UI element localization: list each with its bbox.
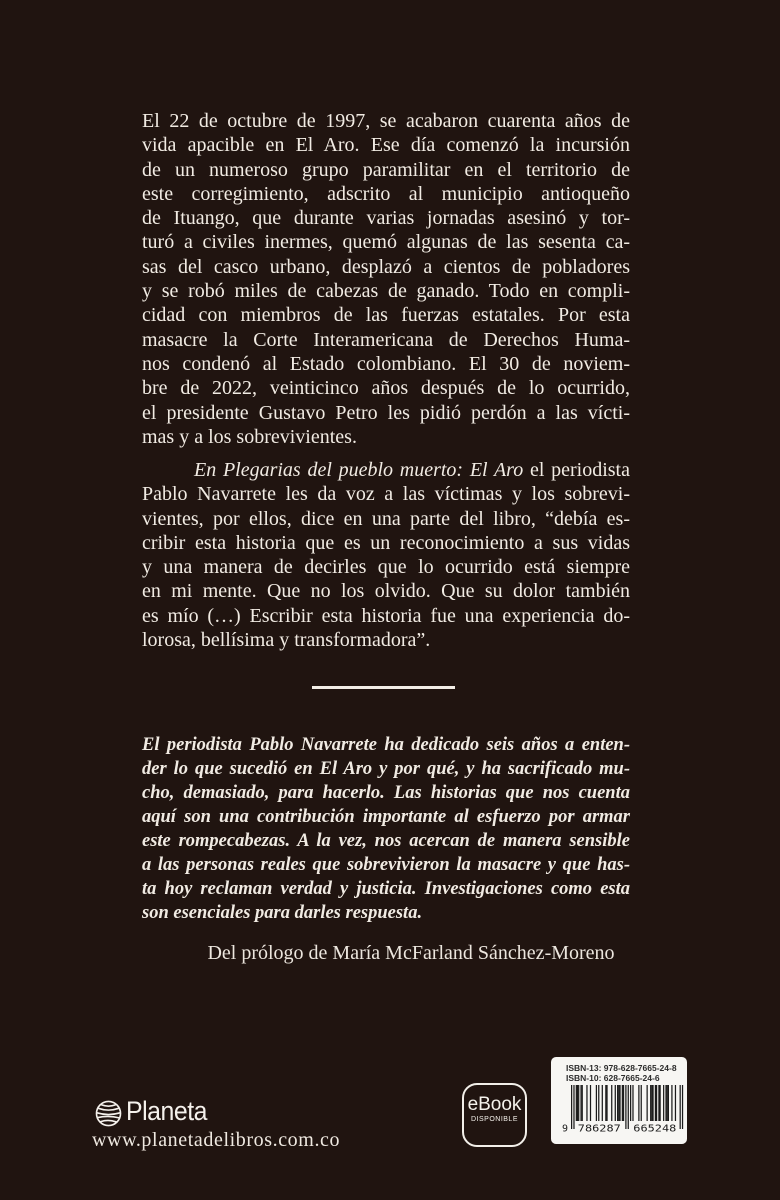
text-line: cidad con miembros de las fuerzas estatales. Por esta <box>142 304 630 327</box>
section-divider-rule <box>312 686 455 689</box>
svg-text:786287: 786287 <box>577 1123 621 1135</box>
text-line <box>142 458 630 482</box>
text-line: mas y a los sobrevivientes. <box>142 425 357 448</box>
ean13-barcode <box>552 1085 686 1137</box>
text-line: de Ituango, que durante varias jornadas asesinó y tor- <box>142 207 630 230</box>
text-line: y se robó miles de cabezas de ganado. Todo en compli- <box>142 280 630 303</box>
text-line: der lo que sucedió en El Aro y por qué, y ha sacrificado mu- <box>142 759 630 779</box>
lead-roman-text: el periodista <box>529 459 630 481</box>
ebook-badge-title: eBook <box>467 1094 522 1115</box>
quote-attribution: Del prólogo de María McFarland Sánchez-Moreno <box>207 942 615 964</box>
text-line: cribir esta historia que es un reconocimiento a sus vidas <box>142 531 630 554</box>
publisher-name: Planeta <box>126 1096 208 1126</box>
isbn-barcode-label <box>551 1057 687 1144</box>
text-line: ta hoy reclaman verdad y justicia. Investigaciones como esta <box>142 879 630 899</box>
book-title-italic: En Plegarias del pueblo muerto: El Aro <box>194 459 524 481</box>
paragraph-synopsis <box>142 109 630 449</box>
text-line: sas del casco urbano, desplazó a cientos de pobladores <box>142 255 630 278</box>
text-line: lorosa, bellísima y transformadora”. <box>142 629 431 652</box>
ebook-badge-subtitle: DISPONIBLE <box>470 1116 518 1123</box>
text-line: Pablo Navarrete les da voz a las víctimas y los sobrevi- <box>142 483 630 506</box>
text-line: este corregimiento, adscrito al municipio antioqueño <box>142 182 630 205</box>
text-line: aquí son una contribución importante al esfuerzo por armar <box>142 807 630 827</box>
text-line: este rompecabezas. A la vez, nos acercan de manera sensible <box>142 831 630 851</box>
text-line: el presidente Gustavo Petro les pidió perdón a las vícti- <box>142 401 630 424</box>
paragraph-book-description <box>142 458 630 652</box>
svg-text:665248: 665248 <box>633 1123 677 1135</box>
text-line: son esenciales para darles respuesta. <box>142 903 423 923</box>
text-line: turó a civiles inermes, quemó algunas de las sesenta ca- <box>142 231 630 254</box>
isbn10-text: ISBN-10: 628-7665-24-6 <box>566 1073 660 1083</box>
text-line: El 22 de octubre de 1997, se acabaron cuarenta años de <box>142 110 630 132</box>
publisher-website: www.planetadelibros.com.co <box>92 1129 341 1151</box>
text-line: cho, demasiado, para hacerlo. Las historias que nos cuenta <box>142 783 630 803</box>
text-line: es mío (…) Escribir esta historia fue una experiencia do- <box>142 604 630 627</box>
text-line: masacre la Corte Interamericana de Derechos Huma- <box>142 328 630 351</box>
text-line: nos condenó al Estado colombiano. El 30 de noviem- <box>142 352 630 375</box>
text-line: El periodista Pablo Navarrete ha dedicado seis años a enten- <box>142 735 630 755</box>
text-line: a las personas reales que sobrevivieron la masacre y que has- <box>142 855 630 875</box>
text-line: vientes, por ellos, dice en una parte del libro, “debía es- <box>142 507 630 530</box>
ebook-available-badge <box>462 1083 527 1147</box>
svg-text:9: 9 <box>561 1123 568 1135</box>
text-line: vida apacible en El Aro. Ese día comenzó la incursión <box>142 134 630 157</box>
text-line: de un numeroso grupo paramilitar en el territorio de <box>142 158 630 181</box>
text-line: y una manera de decirles que lo ocurrido está siempre <box>142 556 630 579</box>
text-line: bre de 2022, veinticinco años después de lo ocurrido, <box>142 377 630 400</box>
isbn13-text: ISBN-13: 978-628-7665-24-8 <box>566 1063 677 1073</box>
planeta-globe-icon <box>95 1100 122 1127</box>
text-line: en mi mente. Que no los olvido. Que su dolor también <box>142 580 630 603</box>
prologue-quote <box>142 733 630 925</box>
text-lines <box>142 482 630 652</box>
